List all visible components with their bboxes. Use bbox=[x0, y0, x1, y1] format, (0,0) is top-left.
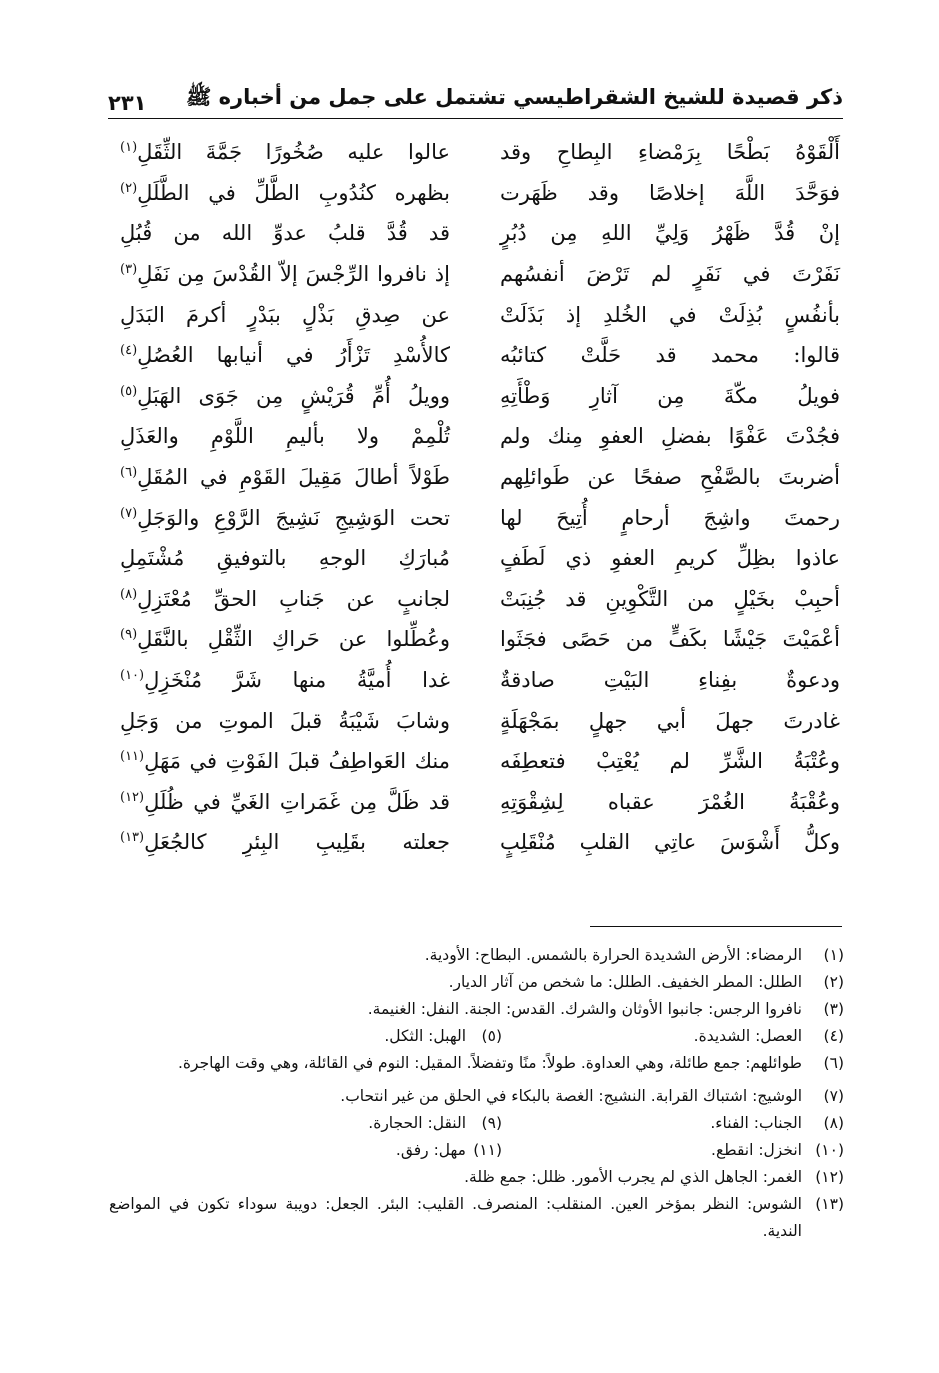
footnote-text: الجناب: الفناء. bbox=[710, 1114, 802, 1132]
verse-first-hemistich: أَلْقَوْهُ بَطْحًا بِرَمْضاءِ البِطاحِ وقد bbox=[500, 140, 840, 165]
verse-first-hemistich: أحبِبْ بخَيْلٍ من التَّكْوِينِ قد جُنِبَتْ bbox=[500, 586, 840, 611]
verse-second-hemistich bbox=[120, 709, 450, 733]
hemistich-text: كالأُسْدِ تَزْأَرُ في أنيابها العُصُلِ bbox=[137, 343, 450, 368]
verse-first-hemistich: بأنفُسٍ بُذِلَتْ في الخُلدِ إذ بَذَلَتْ bbox=[500, 302, 840, 327]
footnote-text: الرمضاء: الأرض الشديدة الحرارة بالشمس. البطاح: الأودية. bbox=[424, 946, 802, 964]
hemistich-text: وعُطِّلوا عن حَراكِ الثِّقْلِ بالنَّقَلِ bbox=[137, 627, 450, 652]
verse-line bbox=[120, 376, 840, 417]
verse-second-hemistich bbox=[120, 668, 450, 692]
verse-line bbox=[120, 294, 840, 335]
hemistich-text: غدا أُميَّةُ منها شَرَّ مُنْخَزِلِ bbox=[144, 668, 450, 693]
verse-second-hemistich bbox=[120, 384, 450, 408]
verse-line bbox=[120, 741, 840, 782]
footnote-number: (٧) bbox=[823, 1087, 844, 1105]
footnote-reference: (٦) bbox=[120, 465, 138, 481]
footnote-text: انخزل: انقطع. bbox=[711, 1141, 802, 1159]
hemistich-text: طَوْلاً أطالَ مَقِيلَ القَوْمِ في المُقَلِ bbox=[137, 465, 450, 490]
hemistich-text: تُلْمِمْ ولا بأليمِ اللَّوْمِ والعَذَلِ bbox=[120, 424, 450, 449]
footnote-reference: (٨) bbox=[120, 586, 138, 602]
footnote-reference: (٩) bbox=[120, 627, 138, 643]
footnote-8-9 bbox=[109, 1110, 844, 1137]
footnote-13 bbox=[109, 1191, 844, 1245]
verse-line bbox=[120, 335, 840, 376]
verse-second-hemistich bbox=[120, 465, 450, 489]
footnote-text: نافروا الرجس: جانبوا الأوثان والشرك. القدس: الجنة. النفل: الغنيمة. bbox=[367, 1000, 802, 1018]
verse-line bbox=[120, 416, 840, 457]
verse-second-hemistich bbox=[120, 424, 450, 448]
verse-first-hemistich: غادرتَ جهلَ أبي جهلٍ بمَجْهَلَةٍ bbox=[500, 708, 840, 733]
footnote-number: (١) bbox=[823, 946, 844, 964]
verse-first-hemistich: فجُدْتَ عَفْوًا بفضلِ العفوِ مِنك ولم bbox=[500, 424, 840, 449]
footnote-reference: (٤) bbox=[120, 343, 138, 359]
verse-first-hemistich: رحمتَ واشِجَ أرحامٍ أُتِيحَ لها bbox=[500, 505, 840, 530]
footnotes bbox=[109, 942, 844, 1245]
footnote-text: النقل: الحجارة. bbox=[368, 1114, 466, 1132]
footnote-number: (٥) bbox=[481, 1027, 502, 1045]
verse-second-hemistich bbox=[120, 749, 450, 773]
footnote-reference: (٧) bbox=[120, 505, 138, 521]
footnote-number: (٣) bbox=[823, 1000, 844, 1018]
footnote-10-11 bbox=[109, 1137, 844, 1164]
footnote-7 bbox=[109, 1083, 844, 1110]
verse-first-hemistich: أعْمَيْتَ جَيْشًا بكَفٍّ من حَصًى فجَثَوا bbox=[500, 627, 840, 652]
verse-first-hemistich: عاذوا بظِلِّ كريمِ العفوِ ذي لَطَفٍ bbox=[500, 546, 840, 571]
hemistich-text: جعلته بقَلِيبِ البِئرِ كالجُعَلِ bbox=[144, 830, 450, 855]
footnote-number: (٨) bbox=[823, 1114, 844, 1132]
hemistich-text: وشابَ شَيْبَةُ قبلَ الموتِ من وَجَلِ bbox=[120, 708, 450, 733]
footnote-number: (٦) bbox=[823, 1054, 844, 1072]
footnote-number: (١٠) bbox=[815, 1141, 844, 1159]
verse-first-hemistich: وكلُّ أَشْوَسَ عاتِي القلبِ مُنْقَلِبٍ bbox=[500, 830, 840, 855]
verse-second-hemistich bbox=[120, 221, 450, 245]
poem bbox=[120, 132, 840, 863]
hemistich-text: قد قُدَّ قلبُ عدوِّ الله من قُبُلِ bbox=[120, 221, 450, 246]
footnote-reference: (٥) bbox=[120, 383, 138, 399]
footnote-reference: (٣) bbox=[120, 262, 138, 278]
footnote-number: (١٢) bbox=[815, 1168, 844, 1186]
verse-first-hemistich: قالوا: محمد قد حَلَّتْ كتائبُه bbox=[500, 343, 840, 368]
hemistich-text: إذ نافروا الرِّجْسَ إلاّ القُدْسَ مِن نَفَلِ bbox=[137, 262, 450, 287]
footnote-1 bbox=[109, 942, 844, 969]
footnote-text: العصل: الشديدة. bbox=[693, 1027, 802, 1045]
verse-second-hemistich bbox=[120, 830, 450, 854]
verse-first-hemistich: أضربتَ بالصَّفْحِ صفحًا عن طَوائلِهم bbox=[500, 465, 840, 490]
verse-second-hemistich bbox=[120, 627, 450, 651]
verse-line bbox=[120, 213, 840, 254]
footnote-4-5 bbox=[109, 1023, 844, 1050]
footnote-reference: (١) bbox=[120, 140, 138, 156]
footnote-reference: (١١) bbox=[120, 749, 145, 765]
footnote-text: الوشيج: اشتباك القرابة. النشيج: الغصة بالبكاء في الحلق من غير انتحاب. bbox=[340, 1087, 802, 1105]
footnote-text: الشوس: النظر بمؤخر العين. المنقلب: المنصرف. القليب: البئر. الجعل: دويبة سوداء تكون في المواضع الندية. bbox=[109, 1195, 802, 1240]
footnote-number: (١٣) bbox=[815, 1195, 844, 1213]
hemistich-text: مُبارَكِ الوجهِ بالتوفيقِ مُشْتَمِلِ bbox=[120, 546, 450, 571]
verse-first-hemistich: ودعوةٌ بفِناءِ البَيْتِ صادقةٌ bbox=[500, 668, 840, 693]
verse-line bbox=[120, 497, 840, 538]
verse-second-hemistich bbox=[120, 546, 450, 570]
verse-second-hemistich bbox=[120, 181, 450, 205]
hemistich-text: تحت الوَشِيجِ نَشِيجَ الرَّوْعِ والوَجَلِ bbox=[137, 505, 450, 530]
verse-line bbox=[120, 579, 840, 620]
footnote-reference: (١٣) bbox=[120, 830, 145, 846]
footnote-number: (١١) bbox=[473, 1141, 502, 1159]
footnote-text: الغمر: الجاهل الذي لم يجرب الأمور. ظلل: جمع ظلة. bbox=[464, 1168, 802, 1186]
verse-first-hemistich: وعُتْبَةُ الشَّرِّ لم يُعْتِبْ فتعطِفَه bbox=[500, 749, 840, 774]
hemistich-text: عالوا عليه صُخُورًا جَمَّةَ الثِّقَلِ bbox=[137, 140, 450, 165]
hemistich-text: بظهره كنُدُوبِ الطَّلِّ في الطَّلَلِ bbox=[137, 180, 450, 205]
footnote-2 bbox=[109, 969, 844, 996]
verse-second-hemistich bbox=[120, 262, 450, 286]
verse-first-hemistich: فويلُ مكّةَ مِن آثارِ وَطْأَتِهِ bbox=[500, 383, 840, 408]
hemistich-text: وويلُ أُمِّ قُرَيْشٍ مِن جَوَى الهَبَلِ bbox=[137, 383, 450, 408]
footnote-number: (٢) bbox=[823, 973, 844, 991]
verse-line bbox=[120, 254, 840, 295]
verse-line bbox=[120, 660, 840, 701]
verse-first-hemistich: نَفَرْتَ في نَفَرٍ لم تَرْضَ أنفسُهم bbox=[500, 262, 840, 287]
hemistich-text: عن صِدقِ بَذْلٍ ببَدْرٍ أكرمَ البَدَلِ bbox=[120, 302, 450, 327]
footnote-reference: (٢) bbox=[120, 180, 138, 196]
verse-line bbox=[120, 822, 840, 863]
verse-line bbox=[120, 173, 840, 214]
footnote-text: مهل: رفق. bbox=[395, 1141, 466, 1159]
page-header bbox=[108, 84, 843, 119]
hemistich-text: قد ظَلَّ مِن غَمَراتِ الغَيِّ في ظُلَلِ bbox=[144, 789, 450, 814]
verse-line bbox=[120, 619, 840, 660]
verse-line bbox=[120, 538, 840, 579]
footnote-divider bbox=[590, 926, 842, 927]
page-number: ٢٣١ bbox=[108, 91, 147, 115]
verse-first-hemistich: فوَحَّدَ اللَّهَ إخلاصًا وقد ظَهَرت bbox=[500, 180, 840, 205]
verse-second-hemistich bbox=[120, 140, 450, 164]
verse-second-hemistich bbox=[120, 303, 450, 327]
verse-line bbox=[120, 457, 840, 498]
running-title: ذكر قصيدة للشيخ الشقراطيسي تشتمل على جمل من أخباره ﷺ bbox=[185, 85, 843, 109]
verse-first-hemistich: وعُقْبَةُ الغُمْرَ عقباه لِشِقْوَتِهِ bbox=[500, 789, 840, 814]
footnote-3 bbox=[109, 996, 844, 1023]
verse-line bbox=[120, 132, 840, 173]
footnote-text: طوائلهم: جمع طائلة، وهي العداوة. طولاً: منًا وتفضلاً. المقيل: النوم في القائلة، وهي وقت الهاجرة. bbox=[177, 1054, 802, 1072]
verse-second-hemistich bbox=[120, 790, 450, 814]
footnote-reference: (١٠) bbox=[120, 668, 145, 684]
footnote-number: (٩) bbox=[481, 1114, 502, 1132]
footnote-6 bbox=[109, 1050, 844, 1077]
verse-second-hemistich bbox=[120, 587, 450, 611]
verse-line bbox=[120, 700, 840, 741]
verse-line bbox=[120, 782, 840, 823]
footnote-text: الهبل: الثكل. bbox=[384, 1027, 466, 1045]
verse-first-hemistich: إنْ قُدَّ ظَهْرُ وَلِيِّ اللهِ مِن دُبُرٍ bbox=[500, 221, 840, 246]
hemistich-text: لجانبٍ عن جَنابِ الحقِّ مُعْتَزِلِ bbox=[137, 586, 450, 611]
footnote-number: (٤) bbox=[823, 1027, 844, 1045]
verse-second-hemistich bbox=[120, 343, 450, 367]
footnote-reference: (١٢) bbox=[120, 789, 145, 805]
verse-second-hemistich bbox=[120, 506, 450, 530]
hemistich-text: منك العَواطِفُ قبلَ الفَوْتِ في مَهَلِ bbox=[144, 749, 450, 774]
footnote-text: الطلل: المطر الخفيف. الطلل: ما شخص من آثار الديار. bbox=[448, 973, 802, 991]
footnote-12 bbox=[109, 1164, 844, 1191]
